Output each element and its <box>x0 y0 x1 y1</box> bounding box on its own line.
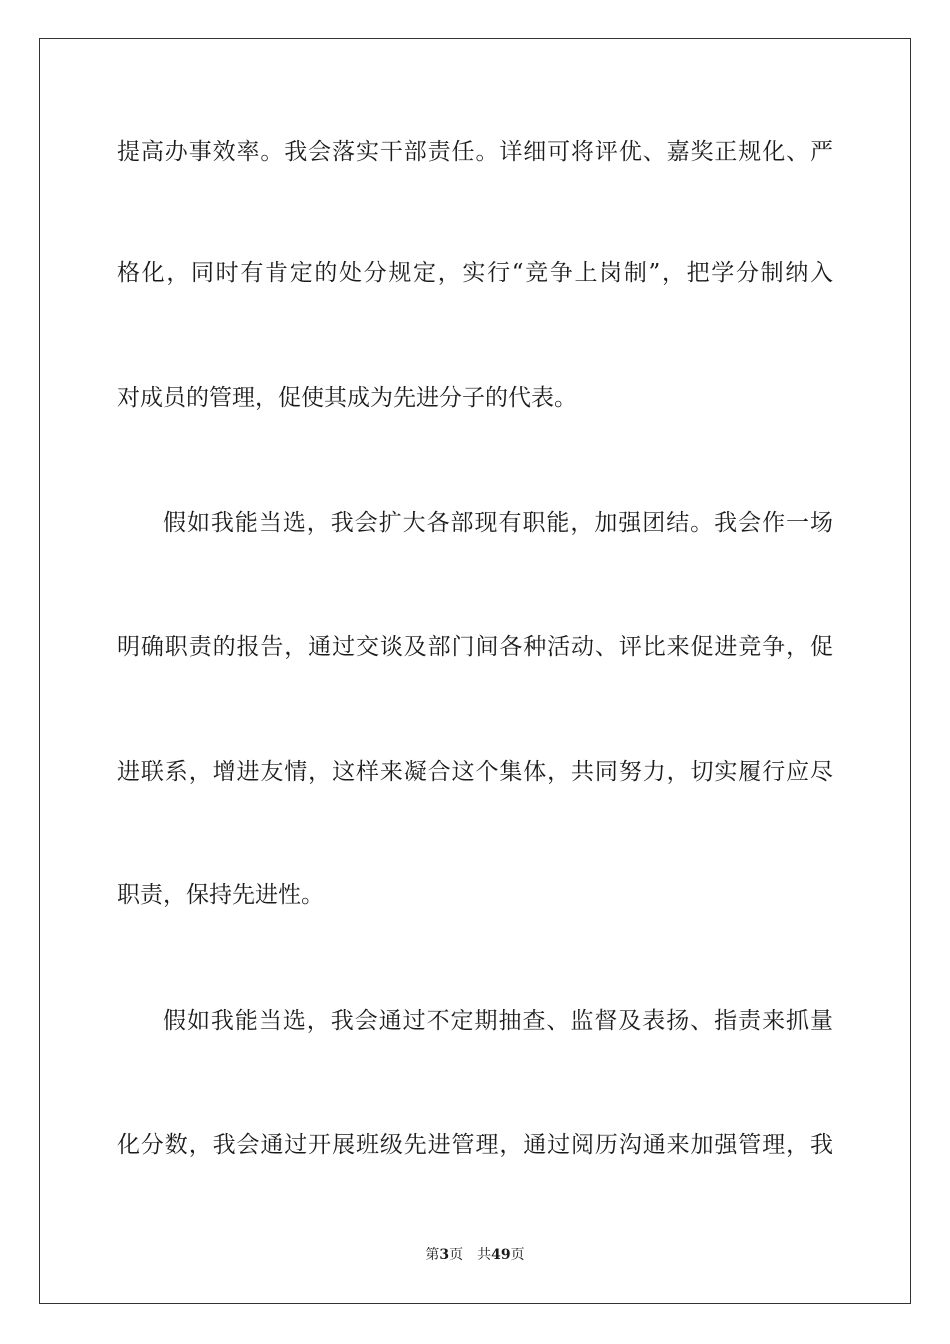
total-page-number: 49 <box>491 1247 511 1263</box>
paragraph-line: 化分数，我会通过开展班级先进管理，通过阅历沟通来加强管理，我 <box>117 1132 833 1158</box>
paragraph-line: 提高办事效率。我会落实干部责任。详细可将评优、嘉奖正规化、严 <box>117 139 833 165</box>
page-frame <box>39 38 911 1304</box>
paragraph-line: 格化，同时有肯定的处分规定，实行“竞争上岗制”，把学分制纳入 <box>117 260 833 286</box>
page-footer <box>0 1246 950 1264</box>
paragraph-line: 假如我能当选，我会通过不定期抽查、监督及表扬、指责来抓量 <box>163 1008 833 1034</box>
page-suffix: 页 <box>449 1247 464 1263</box>
paragraph-line: 职责，保持先进性。 <box>117 882 324 908</box>
paragraph-line: 进联系，增进友情，这样来凝合这个集体，共同努力，切实履行应尽 <box>117 759 833 785</box>
paragraph-line: 假如我能当选，我会扩大各部现有职能，加强团结。我会作一场 <box>163 510 833 536</box>
total-prefix: 共 <box>477 1247 492 1263</box>
paragraph-line: 明确职责的报告，通过交谈及部门间各种活动、评比来促进竞争，促 <box>117 634 833 660</box>
paragraph-line: 对成员的管理，促使其成为先进分子的代表。 <box>117 385 577 411</box>
page-prefix: 第 <box>425 1247 440 1263</box>
current-page-number: 3 <box>439 1247 450 1263</box>
total-suffix: 页 <box>510 1247 525 1263</box>
